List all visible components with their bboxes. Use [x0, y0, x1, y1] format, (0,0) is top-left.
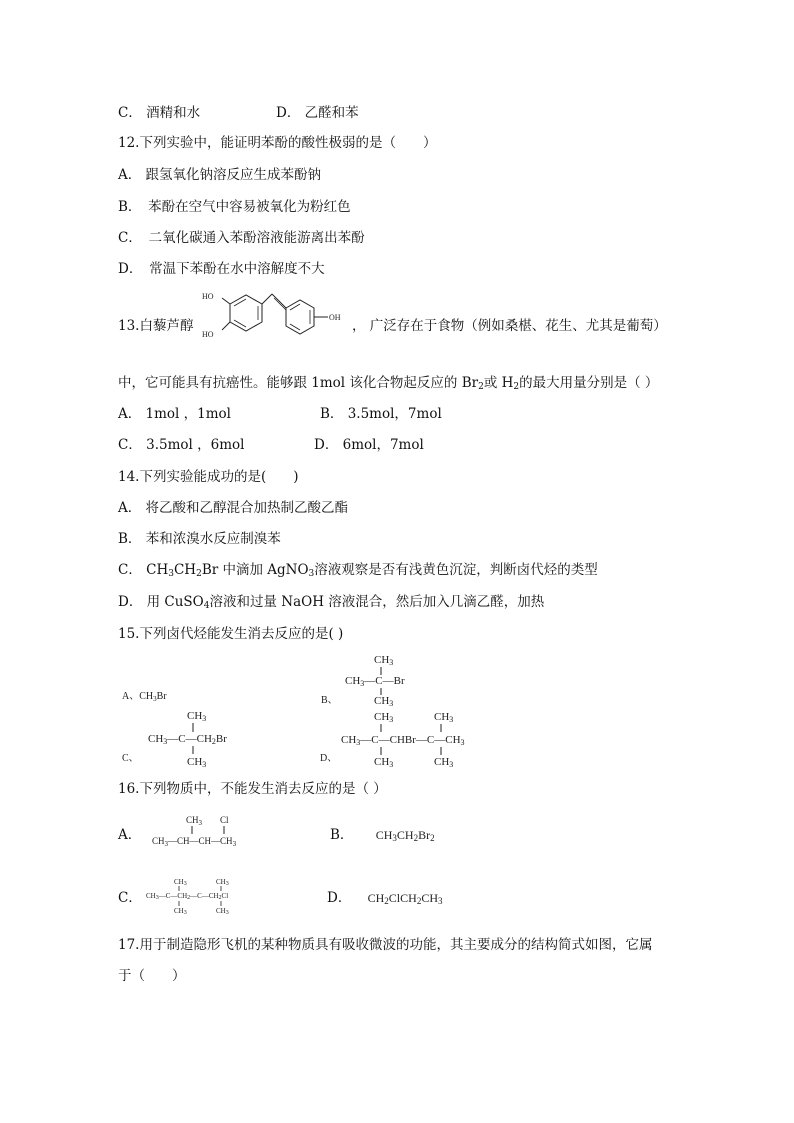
q14-c-b: CH — [173, 562, 197, 578]
q15-c-mid: CH3—C—CH2Br — [148, 733, 227, 746]
q15-stem: 15.下列卤代烃能发生消去反应的是( ) — [118, 626, 344, 642]
q14-c-c: Br 中滴加 AgNO — [201, 562, 309, 578]
q12-option-b: B． 苯酚在空气中容易被氧化为粉红色 — [118, 199, 351, 215]
q17-line1: 17.用于制造隐形飞机的某种物质具有吸收微波的功能，其主要成分的结构简式如图，它属 — [118, 937, 653, 953]
q15-b-mid: CH3—C—Br — [345, 675, 405, 688]
q14-c-sub2: 2 — [196, 569, 202, 579]
q14-option-a: A． 将乙酸和乙醇混合加热制乙酸乙酯 — [118, 500, 349, 516]
q13-option-a: A． 1mol ，1mol — [118, 406, 232, 422]
q12-option-a: A． 跟氢氧化钠溶反应生成苯酚钠 — [118, 167, 322, 183]
q14-d-a: D． 用 CuSO — [118, 594, 204, 610]
q16-b-formula: $CH_3CH_2Br_2$ — [375, 828, 435, 843]
q16-c-bottom-2: CH3 — [216, 907, 229, 916]
q11-option-d: D． 乙醛和苯 — [276, 105, 359, 121]
q15-b-bottom-ch3: CH3 — [374, 695, 394, 708]
q15-b-top-ch3: CH3 — [374, 654, 394, 667]
q16-stem: 16.下列物质中，不能发生消去反应的是（ ） — [118, 781, 387, 797]
q16-option-b — [330, 826, 435, 847]
q16-a-top-cl: Cl — [220, 815, 229, 825]
q16-a-chain: $CH_3—CH—CH—CH_3$ — [152, 836, 237, 848]
q14-option-b: B． 苯和浓溴水反应制溴苯 — [118, 531, 281, 547]
q13-option-b: B． 3.5mol，7mol — [320, 406, 442, 422]
q15-d-bottom-ch3-1: CH3 — [374, 756, 394, 769]
q16-c-top-1: CH3 — [174, 878, 187, 887]
q14-d-b: 溶液和过量 NaOH 溶液混合，然后加入几滴乙醛，加热 — [209, 594, 545, 610]
q16-option-a-label: A． — [118, 827, 142, 843]
q14-c-a: C． CH — [118, 562, 169, 578]
q13-stem-suffix: ， 广泛存在于食物（例如桑椹、花生、尤其是葡萄） — [352, 318, 667, 334]
q15-c-bottom-ch3: CH3 — [187, 756, 207, 769]
q15-label-d: D、 — [320, 753, 338, 764]
q13-option-c: C． 3.5mol ，6mol — [118, 437, 245, 453]
q14-c-sub1: 3 — [168, 569, 174, 579]
q14-option-d — [118, 593, 544, 615]
q16-b-label: B． — [330, 827, 354, 843]
q14-c-sub3: 3 — [308, 569, 315, 579]
q13-stem-prefix: 13.白藜芦醇 — [118, 318, 194, 334]
q15-d-bottom-ch3-2: CH3 — [434, 756, 454, 769]
q17-line2: 于（ ） — [118, 968, 186, 984]
q16-d-formula: $CH_2ClCH_2CH_3$ — [367, 891, 443, 906]
q15-d-top-ch3-1: CH3 — [374, 711, 394, 724]
q15-label-c: C、 — [122, 753, 139, 764]
q15-label-b: B、 — [321, 695, 338, 706]
q16-option-d — [327, 889, 442, 910]
q13-line2-c: 的最大用量分别是（ ） — [519, 375, 659, 391]
q16-option-c-label: C． — [118, 890, 142, 906]
q16-c-bottom-1: CH3 — [174, 907, 187, 916]
q16-a-structure — [150, 813, 280, 855]
q16-c-top-2: CH3 — [216, 878, 229, 887]
q13-line2-a: 中，它可能具有抗癌性。能够跟 1mol 该化合物起反应的 Br — [118, 375, 479, 391]
oh-right-label: OH — [329, 313, 341, 322]
q12-option-c: C． 二氧化碳通入苯酚溶液能游离出苯酚 — [118, 230, 365, 246]
q13-line2-b: 或 H — [483, 375, 514, 391]
q12-option-d: D． 常温下苯酚在水中溶解度不大 — [118, 261, 325, 277]
q14-stem: 14.下列实验能成功的是( ) — [118, 469, 299, 485]
q14-d-sub: 4 — [203, 601, 210, 611]
q16-c-chain: CH3—C—CH2—C—CH2Cl — [146, 892, 229, 901]
q15-c-top-ch3: CH3 — [187, 710, 207, 723]
q14-option-c — [118, 561, 598, 583]
q15-options-figure — [118, 653, 482, 768]
q16-a-top-ch3: $CH_3$ — [186, 815, 203, 827]
q15-d-mid: CH3—C—CHBr—C—CH3 — [341, 734, 465, 747]
q12-stem: 12.下列实验中，能证明苯酚的酸性极弱的是（ ） — [118, 135, 437, 151]
q16-c-structure — [144, 876, 269, 914]
q14-c-d: 溶液观察是否有浅黄色沉淀，判断卤代烃的类型 — [314, 562, 598, 578]
q13-sub-h: 2 — [513, 382, 520, 392]
q15-d-top-ch3-2: CH3 — [434, 711, 454, 724]
oh-top-label: HO — [202, 292, 214, 301]
q11-option-c: C． 酒精和水 — [118, 105, 201, 121]
q13-sub-br: 2 — [478, 382, 484, 392]
q16-d-label: D． — [327, 890, 352, 906]
q13-option-d: D． 6mol，7mol — [314, 437, 424, 453]
resveratrol-structure — [200, 290, 350, 352]
oh-bottom-label: HO — [202, 330, 214, 339]
q13-stem-line2 — [118, 374, 658, 396]
q15-label-a: A、$CH_3Br$ — [122, 691, 167, 703]
